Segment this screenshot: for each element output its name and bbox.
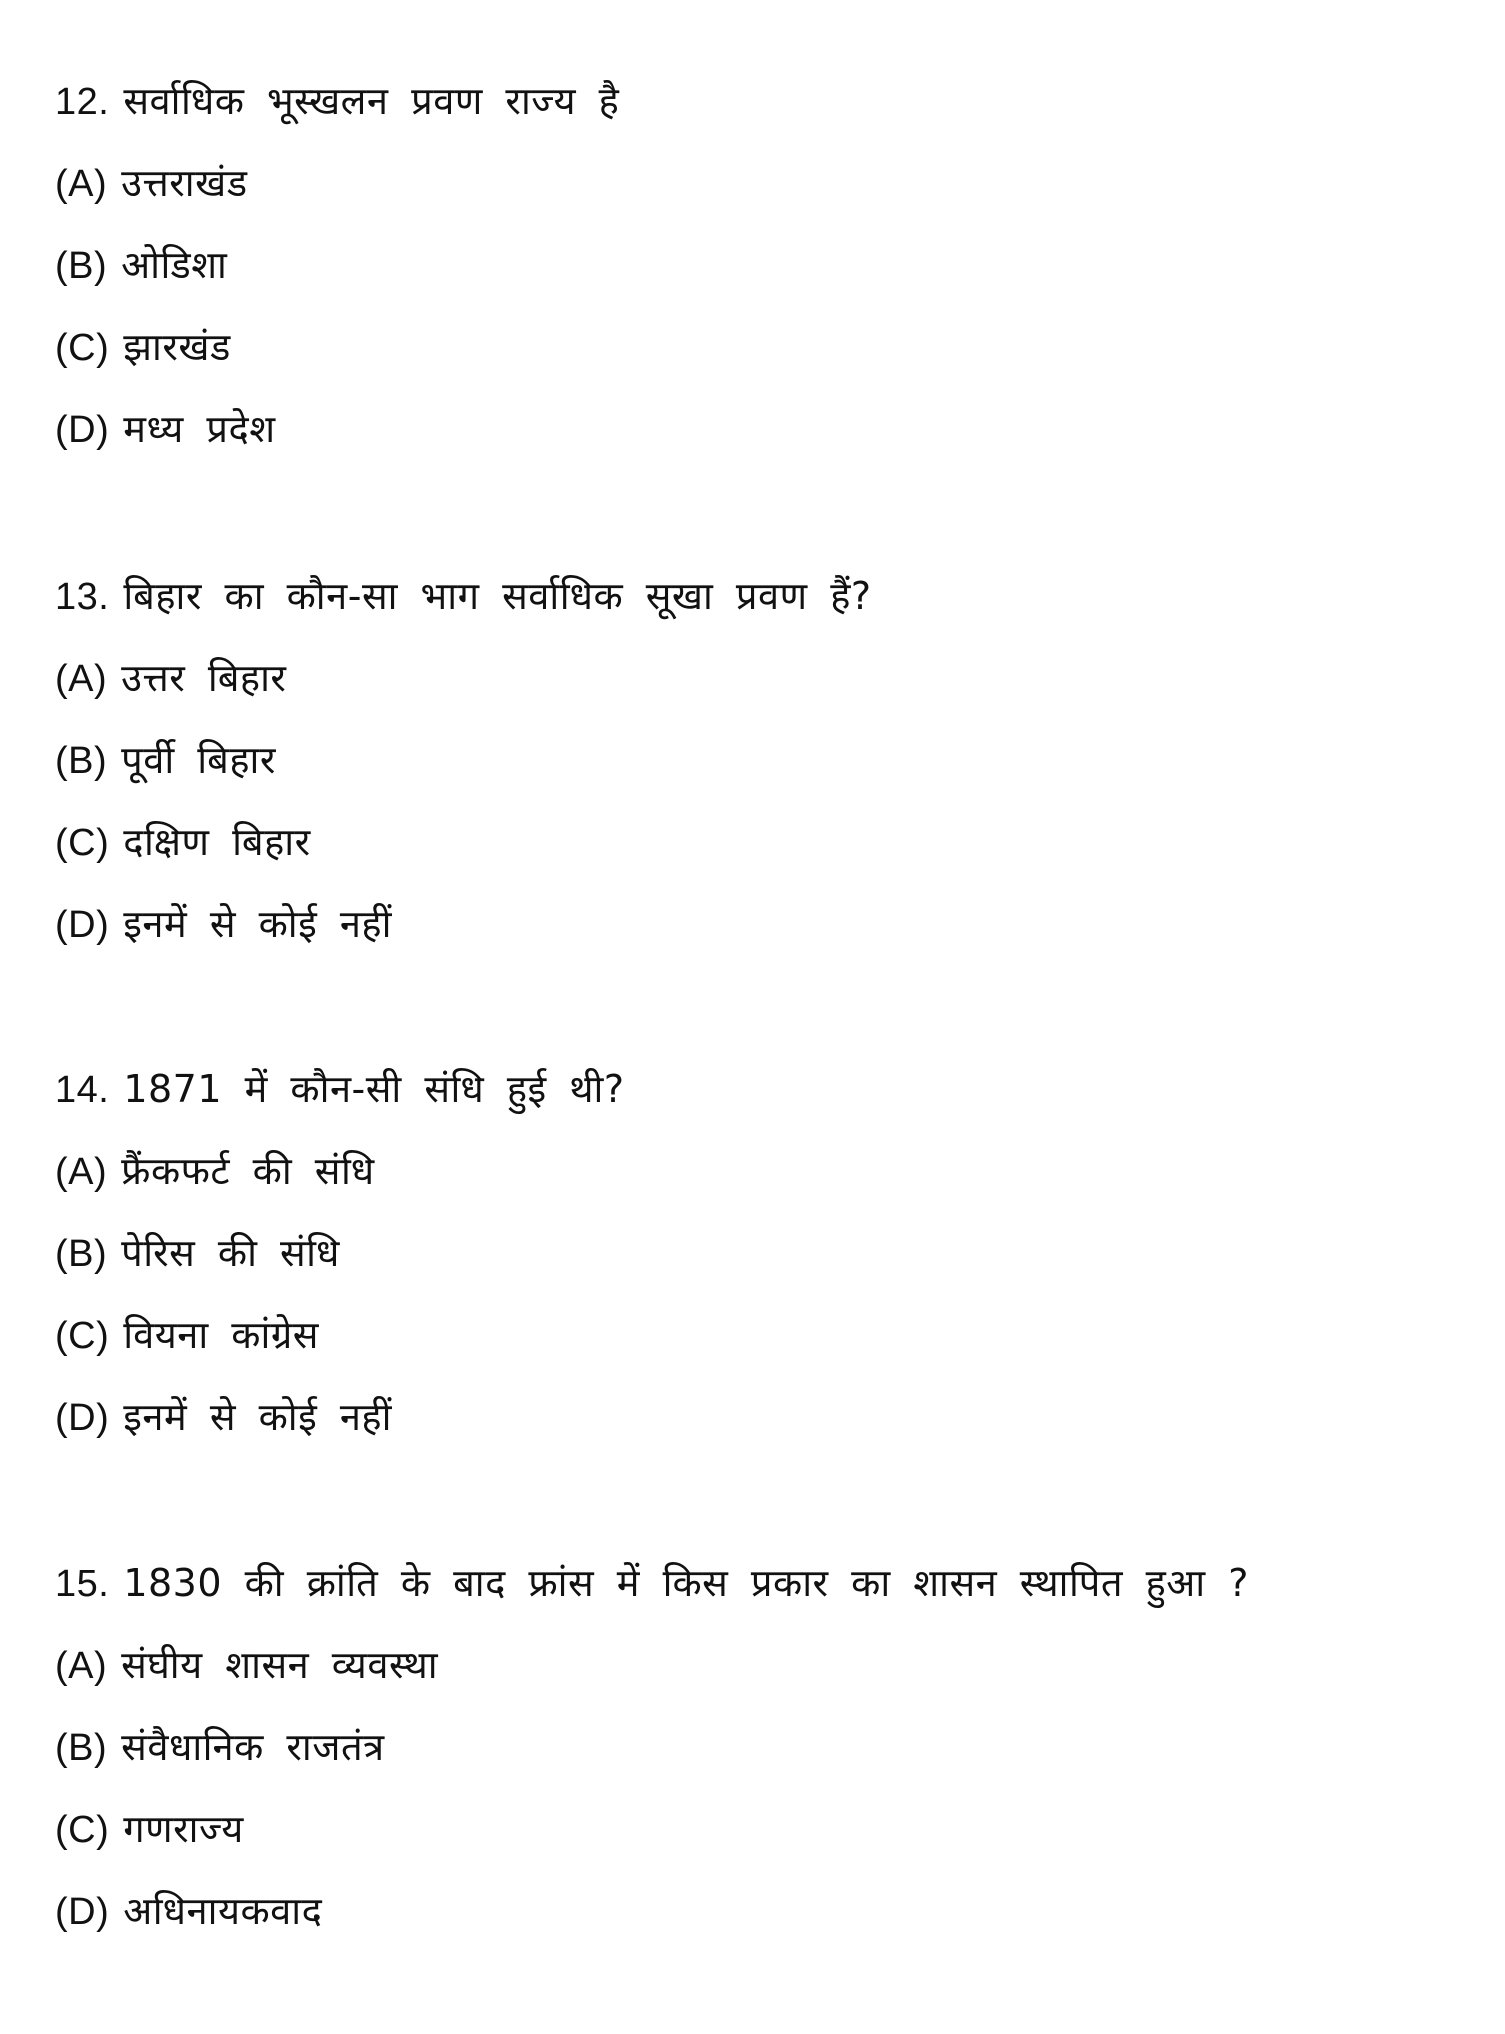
option-text: इनमें से कोई नहीं [123,1395,392,1439]
option-a [55,142,1455,224]
option-text: वियना कांग्रेस [123,1313,319,1357]
option-label: (B) [55,1233,108,1275]
option-text: संघीय शासन व्यवस्था [121,1643,439,1687]
option-a [55,637,1455,719]
option-label: (A) [55,658,108,700]
option-d [55,1870,1455,1952]
option-c [55,801,1455,883]
option-b [55,1212,1455,1294]
option-label: (D) [55,904,110,946]
option-text: दक्षिण बिहार [123,820,311,864]
option-a [55,1130,1455,1212]
option-b [55,719,1455,801]
option-d [55,1376,1455,1458]
question-number: 12. [55,81,110,123]
question-stem [55,1542,1455,1624]
option-label: (B) [55,1727,108,1769]
option-a [55,1624,1455,1706]
option-label: (B) [55,740,108,782]
option-label: (D) [55,1397,110,1439]
option-c [55,1294,1455,1376]
option-label: (D) [55,409,110,451]
question-14 [55,1048,1455,1458]
option-text: मध्य प्रदेश [123,407,276,451]
question-12 [55,60,1455,470]
option-c [55,1788,1455,1870]
option-text: ओडिशा [121,243,228,287]
option-text: गणराज्य [123,1807,244,1851]
option-text: उत्तराखंड [121,161,248,205]
question-13 [55,555,1455,965]
option-c [55,306,1455,388]
option-label: (A) [55,1151,108,1193]
question-stem [55,1048,1455,1130]
option-label: (C) [55,1809,110,1851]
option-d [55,883,1455,965]
option-label: (B) [55,245,108,287]
option-text: उत्तर बिहार [121,656,287,700]
question-stem [55,60,1455,142]
question-text: सर्वाधिक भूस्खलन प्रवण राज्य है [123,79,620,123]
question-number: 13. [55,576,110,618]
option-text: इनमें से कोई नहीं [123,902,392,946]
option-label: (C) [55,1315,110,1357]
option-b [55,1706,1455,1788]
option-text: फ्रैंकफर्ट की संधि [121,1149,375,1193]
option-text: पेरिस की संधि [121,1231,340,1275]
option-label: (C) [55,327,110,369]
option-text: झारखंड [123,325,231,369]
option-label: (A) [55,163,108,205]
question-text: 1830 की क्रांति के बाद फ्रांस में किस प्रकार का शासन स्थापित हुआ ? [123,1561,1249,1605]
question-text: 1871 में कौन-सी संधि हुई थी? [123,1067,625,1111]
question-15 [55,1542,1455,1952]
question-stem [55,555,1455,637]
option-b [55,224,1455,306]
option-text: पूर्वी बिहार [121,738,276,782]
option-label: (D) [55,1891,110,1933]
option-label: (C) [55,822,110,864]
option-d [55,388,1455,470]
question-text: बिहार का कौन-सा भाग सर्वाधिक सूखा प्रवण हैं? [123,574,872,618]
question-number: 14. [55,1069,110,1111]
option-text: अधिनायकवाद [123,1889,323,1933]
question-number: 15. [55,1563,110,1605]
option-label: (A) [55,1645,108,1687]
option-text: संवैधानिक राजतंत्र [121,1725,385,1769]
